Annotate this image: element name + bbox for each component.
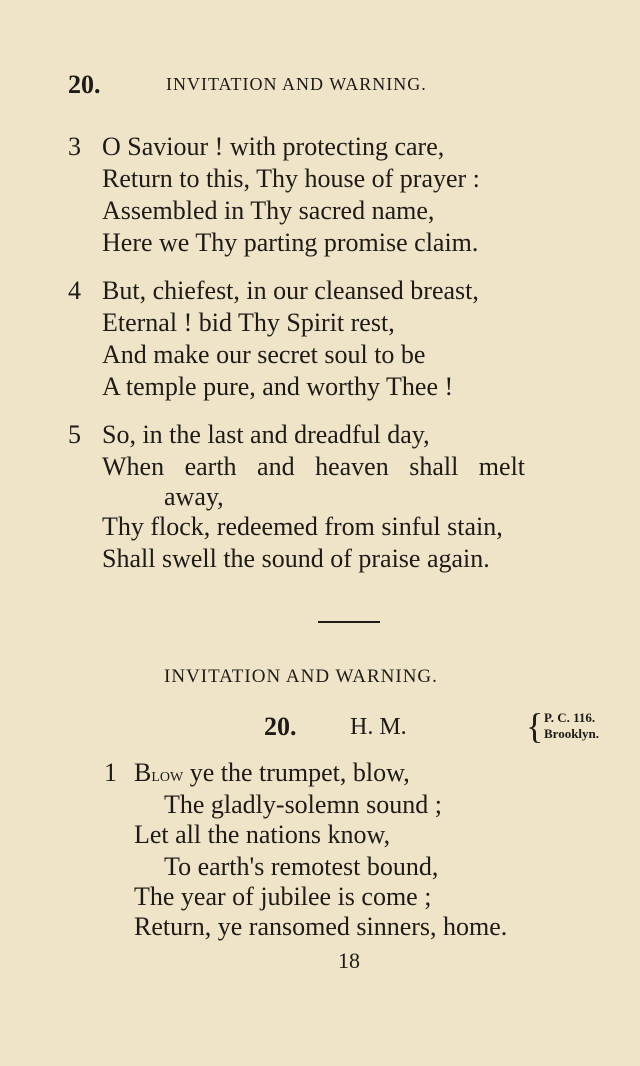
verse-line: O Saviour ! with protecting care, bbox=[102, 132, 445, 161]
verse-line: Eternal ! bid Thy Spirit rest, bbox=[102, 308, 395, 337]
verse-line: Return, ye ransomed sinners, home. bbox=[134, 912, 508, 941]
verse-number: 1 bbox=[104, 758, 117, 787]
verse-line bbox=[134, 758, 410, 788]
hymn-number: 20. bbox=[264, 712, 297, 741]
verse-number: 5 bbox=[68, 420, 81, 449]
verse-line: Thy flock, redeemed from sinful stain, bbox=[102, 512, 503, 541]
verse-line: Here we Thy parting promise claim. bbox=[102, 228, 479, 257]
section-title: INVITATION AND WARNING. bbox=[164, 666, 438, 687]
header-title: INVITATION AND WARNING. bbox=[166, 74, 427, 94]
verse-line: But, chiefest, in our cleansed breast, bbox=[102, 276, 479, 305]
verse-line: Assembled in Thy sacred name, bbox=[102, 196, 435, 225]
verse-line: Return to this, Thy house of prayer : bbox=[102, 164, 480, 193]
tune-reference bbox=[544, 710, 599, 742]
verse-line: A temple pure, and worthy Thee ! bbox=[102, 372, 454, 401]
verse-line: The gladly-solemn sound ; bbox=[164, 790, 443, 819]
verse-line: To earth's remotest bound, bbox=[164, 852, 439, 881]
section-divider bbox=[318, 621, 380, 623]
small-caps-text: low bbox=[151, 764, 184, 786]
hymn-meter: H. M. bbox=[350, 714, 407, 740]
header-hymn-number: 20. bbox=[68, 70, 101, 99]
verse-line: So, in the last and dreadful day, bbox=[102, 420, 430, 449]
brace-glyph: { bbox=[526, 706, 544, 746]
page-number: 18 bbox=[338, 948, 360, 973]
verse-line: Let all the nations know, bbox=[134, 820, 391, 849]
verse-line: When earth and heaven shall melt bbox=[102, 452, 526, 481]
verse-line: away, bbox=[164, 482, 224, 511]
line-text: ye the trumpet, blow, bbox=[183, 758, 410, 787]
tune-ref-line: Brooklyn. bbox=[544, 726, 600, 741]
verse-line: The year of jubilee is come ; bbox=[134, 882, 432, 911]
verse-number: 4 bbox=[68, 276, 81, 305]
verse-number: 3 bbox=[68, 132, 81, 161]
running-header bbox=[68, 70, 538, 106]
drop-initial: B bbox=[134, 758, 152, 787]
verse-line: And make our secret soul to be bbox=[102, 340, 426, 369]
tune-ref-line: P. C. 116. bbox=[544, 710, 596, 725]
verse-line: Shall swell the sound of praise again. bbox=[102, 544, 490, 573]
